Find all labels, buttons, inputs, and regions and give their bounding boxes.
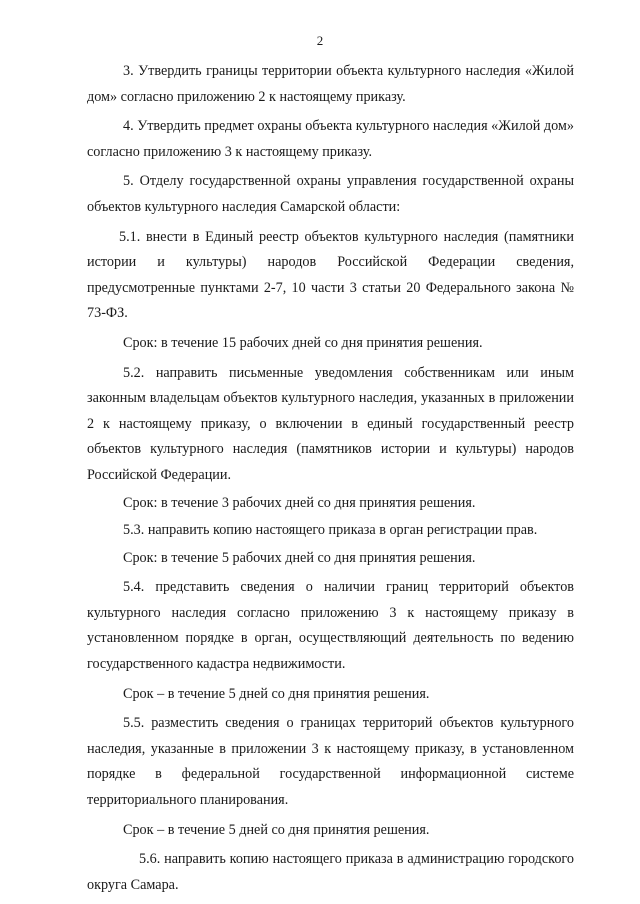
paragraph-5-2-notifications: 5.2. направить письменные уведомления собственникам или иным законным владельцам объектов культурного наследия, указанных в приложении 2 к настоящему приказу, о включении в единый государственный реестр объектов культурного наследия (памятников истории и культуры) народов Российской Федерации.: [87, 364, 574, 483]
deadline-5-5: Срок – в течение 5 дней со дня принятия решения.: [123, 821, 430, 838]
deadline-5-2: Срок: в течение 3 рабочих дней со дня принятия решения.: [123, 494, 476, 511]
paragraph-4-protection-subject: 4. Утвердить предмет охраны объекта культурного наследия «Жилой дом» согласно приложению 3 к настоящему приказу.: [87, 118, 574, 160]
paragraph-3-boundaries: 3. Утвердить границы территории объекта культурного наследия «Жилой дом» согласно приложению 2 к настоящему приказу.: [87, 63, 574, 105]
paragraph-5-3-copy: 5.3. направить копию настоящего приказа в орган регистрации прав.: [123, 522, 538, 539]
deadline-5-1: Срок: в течение 15 рабочих дней со дня принятия решения.: [123, 334, 483, 351]
deadline-5-4: Срок – в течение 5 дней со дня принятия решения.: [123, 685, 430, 702]
paragraph-5-6-administration: 5.6. направить копию настоящего приказа в администрацию городского округа Самара.: [87, 851, 574, 893]
paragraph-5-4-cadastre: 5.4. представить сведения о наличии границ территорий объектов культурного наследия согласно приложению 3 к настоящему приказу в установленном порядке в орган, осуществляющий деятельность по ведению государственного кадастра недвижимости.: [87, 579, 574, 673]
paragraph-5-5-planning: 5.5. разместить сведения о границах территорий объектов культурного наследия, указанные в приложении 3 к настоящему приказу, в установленном порядке в федеральной государственной информационной системе территориального планирования.: [87, 715, 574, 809]
page-number: 2: [316, 33, 324, 48]
document-body: [87, 59, 574, 898]
paragraph-5-department: 5. Отделу государственной охраны управления государственной охраны объектов культурного наследия Самарской области:: [87, 173, 574, 215]
paragraph-5-1-register: 5.1. внести в Единый реестр объектов культурного наследия (памятники истории и культуры) народов Российской Федерации сведения, предусмотренные пунктами 2-7, 10 части 3 статьи 20 Федерального закона № 73-ФЗ.: [87, 228, 574, 322]
deadline-5-3: Срок: в течение 5 рабочих дней со дня принятия решения.: [123, 549, 476, 566]
